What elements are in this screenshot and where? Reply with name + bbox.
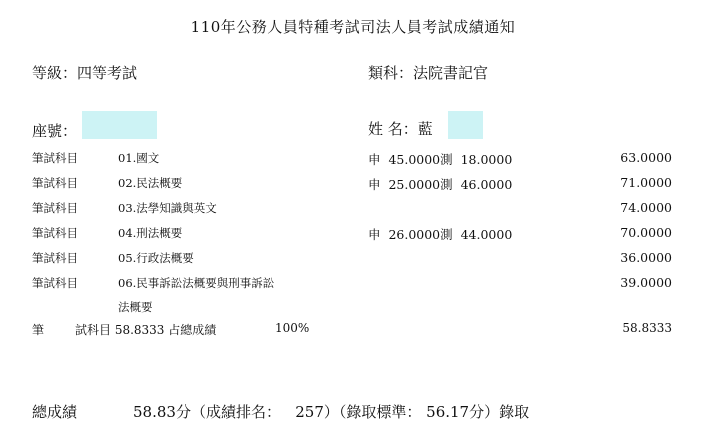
total-label: 總成績: [32, 403, 78, 421]
seat-redaction: [82, 111, 157, 139]
row-label: 筆試科目: [32, 201, 78, 215]
grade-field: 等級：四等考試: [32, 64, 138, 82]
summary-score: 58.8333: [622, 321, 672, 335]
page-title: 110年公務人員特種考試司法人員考試成績通知: [190, 18, 516, 36]
row-subject: 06.民事訴訟法概要與刑事訴訟: [118, 276, 275, 290]
summary-text: 試科目 58.8333 占總成績: [75, 323, 217, 337]
row-subject: 04.刑法概要: [118, 226, 183, 240]
row-subject: 03.法學知識與英文: [118, 201, 217, 215]
row-label: 筆試科目: [32, 176, 78, 190]
row-score: 36.0000: [620, 250, 672, 265]
summary-label: 筆: [32, 323, 45, 337]
row-score: 39.0000: [620, 275, 672, 290]
row-score: 63.0000: [620, 150, 672, 165]
summary-percent: 100%: [275, 321, 310, 335]
row-detail: 申 26.0000測 44.0000: [368, 227, 513, 242]
row-detail: 申 45.0000測 18.0000: [368, 152, 513, 167]
total-text: 58.83分（成績排名： 257）（錄取標準： 56.17分）錄取: [133, 403, 530, 421]
category-field: 類科：法院書記官: [368, 64, 489, 82]
row-subject: 01.國文: [118, 151, 160, 165]
row-label: 筆試科目: [32, 251, 78, 265]
row-label: 筆試科目: [32, 276, 78, 290]
subject-continuation: 法概要: [118, 300, 153, 314]
row-label: 筆試科目: [32, 226, 78, 240]
name-redaction: [448, 111, 483, 139]
row-score: 74.0000: [620, 200, 672, 215]
row-subject: 02.民法概要: [118, 176, 183, 190]
row-score: 71.0000: [620, 175, 672, 190]
row-subject: 05.行政法概要: [118, 251, 194, 265]
row-detail: 申 25.0000測 46.0000: [368, 177, 513, 192]
name-label: 姓 名：藍: [368, 120, 433, 138]
row-score: 70.0000: [620, 225, 672, 240]
row-label: 筆試科目: [32, 151, 78, 165]
seat-label: 座號：: [32, 122, 78, 140]
